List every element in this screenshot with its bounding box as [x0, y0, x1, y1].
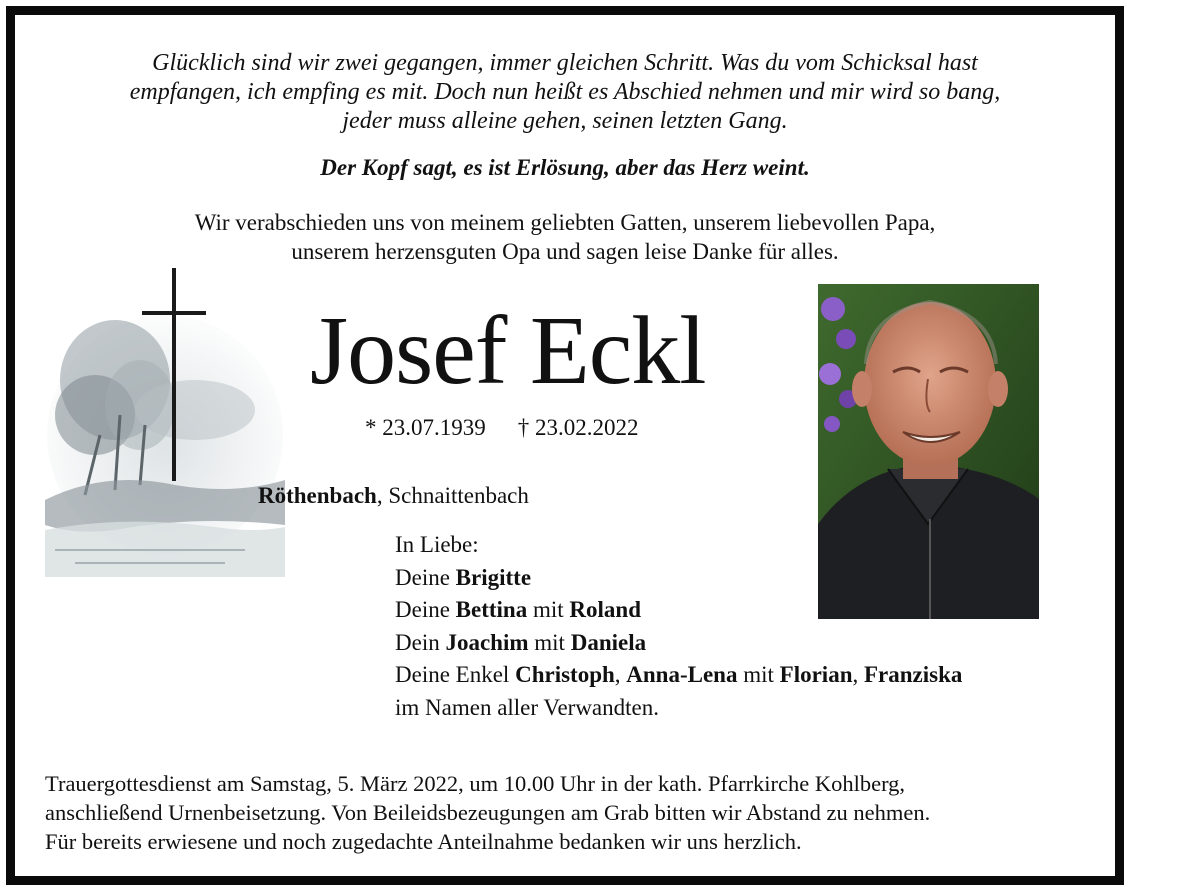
service-line-1: Trauergottesdienst am Samstag, 5. März 2022, um 10.00 Uhr in der kath. Pfarrkirche Kohlberg, — [45, 771, 906, 796]
cross-landscape-illustration — [45, 265, 285, 585]
farewell-line-2: unserem herzensguten Opa und sagen leise Danke für alles. — [291, 239, 839, 264]
mourner-text: mit — [528, 629, 571, 655]
mourners-list — [395, 529, 962, 725]
mourner-name: Roland — [569, 597, 641, 623]
mourner-name: Daniela — [570, 629, 647, 655]
residence — [258, 483, 529, 509]
poem — [15, 49, 1115, 136]
service-line-2: anschließend Urnenbeisetzung. Von Beileidsbezeugungen am Grab bitten wir Abstand zu nehmen. — [45, 800, 931, 825]
mourner-line-4 — [395, 659, 962, 692]
mourner-text: , — [614, 662, 627, 688]
service-info — [45, 769, 930, 856]
mourner-text: Deine — [395, 564, 456, 590]
mourner-text: mit — [527, 597, 570, 623]
mourner-text: mit — [737, 662, 780, 688]
mourner-line-3 — [395, 627, 962, 660]
farewell-line-1: Wir verabschieden uns von meinem geliebten Gatten, unserem liebevollen Papa, — [194, 210, 936, 235]
mourner-name: Franziska — [864, 662, 963, 688]
mourner-text: Deine — [395, 597, 456, 623]
birth-date: * 23.07.1939 — [365, 415, 486, 440]
mourner-name: Bettina — [455, 597, 528, 623]
mourner-line-1 — [395, 562, 962, 595]
farewell-text — [15, 208, 1115, 266]
poem-line-1: Glücklich sind wir zwei gegangen, immer gleichen Schritt. Was du vom Schicksal hast — [152, 50, 978, 76]
life-dates — [365, 415, 639, 441]
mourner-name: Joachim — [445, 629, 529, 655]
death-date: † 23.02.2022 — [517, 415, 639, 440]
service-line-3: Für bereits erwiesene und noch zugedachte Anteilnahme bedanken wir uns herzlich. — [45, 829, 802, 854]
obituary-frame — [6, 6, 1124, 885]
mourner-name: Anna-Lena — [626, 662, 738, 688]
mourners-closing: im Namen aller Verwandten. — [395, 694, 659, 720]
poem-line-2: empfangen, ich empfing es mit. Doch nun heißt es Abschied nehmen und mir wird so bang, — [129, 79, 1001, 105]
residence-region: , Schnaittenbach — [376, 483, 529, 508]
mourners-intro: In Liebe: — [395, 532, 479, 557]
mourner-name: Brigitte — [455, 564, 532, 590]
mourner-text: Deine Enkel — [395, 662, 516, 688]
mourner-text: Dein — [395, 629, 446, 655]
motto: Der Kopf sagt, es ist Erlösung, aber das Herz weint. — [320, 155, 810, 180]
mourner-name: Florian — [779, 662, 853, 688]
poem-line-3: jeder muss alleine gehen, seinen letzten Gang. — [342, 108, 788, 134]
mourner-line-2 — [395, 594, 962, 627]
deceased-name: Josef Eckl — [310, 297, 706, 405]
mourner-name: Christoph — [515, 662, 615, 688]
mourner-text: , — [852, 662, 864, 688]
residence-town: Röthenbach — [258, 483, 377, 508]
